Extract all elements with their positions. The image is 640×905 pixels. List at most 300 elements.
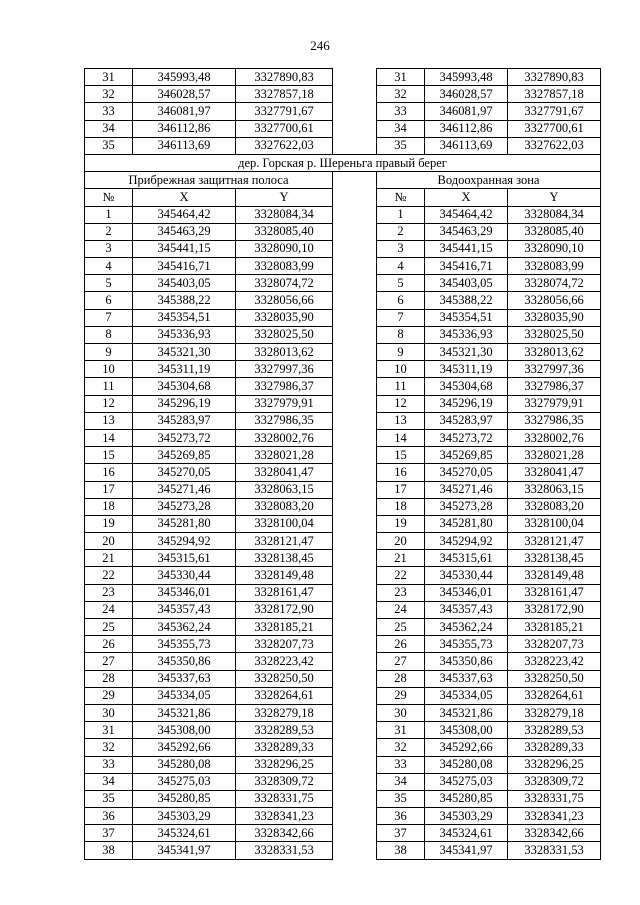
right-point-number: 33 <box>377 756 425 773</box>
left-num-header: № <box>85 189 133 206</box>
column-gap <box>333 636 377 653</box>
left-x-coordinate: 346081,97 <box>133 103 236 120</box>
left-point-number: 23 <box>85 584 133 601</box>
left-x-coordinate: 345334,05 <box>133 687 236 704</box>
left-x-coordinate: 345464,42 <box>133 206 236 223</box>
left-point-number: 11 <box>85 378 133 395</box>
right-x-coordinate: 345292,66 <box>425 739 508 756</box>
right-y-coordinate: 3327986,35 <box>508 412 601 429</box>
coordinate-rows <box>85 206 601 859</box>
right-x-coordinate: 345357,43 <box>425 601 508 618</box>
right-point-number: 31 <box>377 722 425 739</box>
table-row <box>85 790 601 807</box>
right-y-coordinate: 3327997,36 <box>508 361 601 378</box>
left-x-coordinate: 345355,73 <box>133 636 236 653</box>
right-x-coordinate: 346081,97 <box>425 103 508 120</box>
left-x-coordinate: 345346,01 <box>133 584 236 601</box>
right-y-coordinate: 3328085,40 <box>508 223 601 240</box>
right-point-number: 23 <box>377 584 425 601</box>
right-point-number: 29 <box>377 687 425 704</box>
left-x-coordinate: 345311,19 <box>133 361 236 378</box>
right-point-number: 38 <box>377 842 425 859</box>
right-x-coordinate: 346112,86 <box>425 120 508 137</box>
left-point-number: 8 <box>85 326 133 343</box>
left-point-number: 6 <box>85 292 133 309</box>
left-point-number: 7 <box>85 309 133 326</box>
right-y-coordinate: 3328021,28 <box>508 447 601 464</box>
right-y-coordinate: 3328083,99 <box>508 258 601 275</box>
right-y-coordinate: 3327979,91 <box>508 395 601 412</box>
right-x-coordinate: 346113,69 <box>425 137 508 154</box>
left-x-coordinate: 345324,61 <box>133 825 236 842</box>
left-point-number: 35 <box>85 790 133 807</box>
left-y-coordinate: 3328223,42 <box>236 653 333 670</box>
right-y-coordinate: 3328138,45 <box>508 550 601 567</box>
left-x-coordinate: 345362,24 <box>133 619 236 636</box>
table-row <box>85 464 601 481</box>
right-y-header: Y <box>508 189 601 206</box>
left-x-coordinate: 345275,03 <box>133 773 236 790</box>
right-y-coordinate: 3328264,61 <box>508 687 601 704</box>
column-gap <box>333 515 377 532</box>
table-row <box>85 292 601 309</box>
table-row <box>85 842 601 859</box>
column-gap <box>333 378 377 395</box>
column-gap <box>333 842 377 859</box>
right-y-coordinate: 3328172,90 <box>508 601 601 618</box>
left-y-coordinate: 3328264,61 <box>236 687 333 704</box>
right-x-coordinate: 345346,01 <box>425 584 508 601</box>
left-x-coordinate: 346112,86 <box>133 120 236 137</box>
column-gap <box>333 756 377 773</box>
right-point-number: 16 <box>377 464 425 481</box>
left-y-coordinate: 3328289,33 <box>236 739 333 756</box>
table-row <box>85 103 601 120</box>
left-x-coordinate: 345388,22 <box>133 292 236 309</box>
right-point-number: 35 <box>377 790 425 807</box>
right-point-number: 4 <box>377 258 425 275</box>
left-y-coordinate: 3328207,73 <box>236 636 333 653</box>
left-x-coordinate: 345270,05 <box>133 464 236 481</box>
column-gap <box>333 670 377 687</box>
right-y-coordinate: 3328013,62 <box>508 344 601 361</box>
column-gap <box>333 584 377 601</box>
right-point-number: 25 <box>377 619 425 636</box>
column-gap <box>333 790 377 807</box>
left-y-coordinate: 3328084,34 <box>236 206 333 223</box>
left-point-number: 14 <box>85 429 133 446</box>
left-y-coordinate: 3328083,99 <box>236 258 333 275</box>
right-x-coordinate: 345388,22 <box>425 292 508 309</box>
left-y-coordinate: 3328342,66 <box>236 825 333 842</box>
left-point-number: 15 <box>85 447 133 464</box>
left-x-coordinate: 345357,43 <box>133 601 236 618</box>
right-point-number: 34 <box>377 120 425 137</box>
left-x-coordinate: 346028,57 <box>133 86 236 103</box>
right-point-number: 18 <box>377 498 425 515</box>
right-x-coordinate: 345303,29 <box>425 808 508 825</box>
right-y-coordinate: 3327890,83 <box>508 69 601 86</box>
right-x-coordinate: 346028,57 <box>425 86 508 103</box>
right-point-number: 26 <box>377 636 425 653</box>
left-x-coordinate: 345441,15 <box>133 240 236 257</box>
left-x-coordinate: 345281,80 <box>133 515 236 532</box>
left-y-coordinate: 3328013,62 <box>236 344 333 361</box>
section-title-row <box>85 154 601 171</box>
table-row <box>85 447 601 464</box>
table-row <box>85 756 601 773</box>
right-point-number: 34 <box>377 773 425 790</box>
right-y-coordinate: 3328056,66 <box>508 292 601 309</box>
right-x-coordinate: 345275,03 <box>425 773 508 790</box>
right-x-coordinate: 345308,00 <box>425 722 508 739</box>
right-x-coordinate: 345341,97 <box>425 842 508 859</box>
left-y-coordinate: 3327857,18 <box>236 86 333 103</box>
right-y-coordinate: 3327791,67 <box>508 103 601 120</box>
right-point-number: 19 <box>377 515 425 532</box>
left-point-number: 31 <box>85 722 133 739</box>
left-x-coordinate: 345292,66 <box>133 739 236 756</box>
coordinates-table <box>84 68 601 860</box>
right-x-coordinate: 345321,30 <box>425 344 508 361</box>
right-point-number: 30 <box>377 704 425 721</box>
column-gap <box>333 258 377 275</box>
right-point-number: 17 <box>377 481 425 498</box>
table-row <box>85 687 601 704</box>
left-x-coordinate: 345271,46 <box>133 481 236 498</box>
left-point-number: 12 <box>85 395 133 412</box>
left-y-coordinate: 3328085,40 <box>236 223 333 240</box>
right-point-number: 28 <box>377 670 425 687</box>
right-zone-title: Водоохранная зона <box>377 172 601 189</box>
right-point-number: 9 <box>377 344 425 361</box>
left-zone-title: Прибрежная защитная полоса <box>85 172 333 189</box>
left-x-coordinate: 345321,86 <box>133 704 236 721</box>
table-row <box>85 601 601 618</box>
right-y-coordinate: 3328074,72 <box>508 275 601 292</box>
left-point-number: 35 <box>85 137 133 154</box>
left-y-coordinate: 3327700,61 <box>236 120 333 137</box>
left-point-number: 21 <box>85 550 133 567</box>
column-gap <box>333 429 377 446</box>
left-x-coordinate: 345308,00 <box>133 722 236 739</box>
table-row <box>85 137 601 154</box>
left-x-coordinate: 345341,97 <box>133 842 236 859</box>
right-y-coordinate: 3328331,53 <box>508 842 601 859</box>
column-gap <box>333 533 377 550</box>
right-point-number: 22 <box>377 567 425 584</box>
column-gap <box>333 808 377 825</box>
right-x-coordinate: 345330,44 <box>425 567 508 584</box>
left-y-coordinate: 3328083,20 <box>236 498 333 515</box>
column-gap <box>333 137 377 154</box>
table-row <box>85 773 601 790</box>
left-y-coordinate: 3328063,15 <box>236 481 333 498</box>
table-row <box>85 636 601 653</box>
page-number: 246 <box>310 38 330 53</box>
left-point-number: 5 <box>85 275 133 292</box>
table-row <box>85 429 601 446</box>
column-gap <box>333 739 377 756</box>
left-y-coordinate: 3328056,66 <box>236 292 333 309</box>
left-x-coordinate: 345336,93 <box>133 326 236 343</box>
left-y-coordinate: 3328074,72 <box>236 275 333 292</box>
left-y-coordinate: 3328025,50 <box>236 326 333 343</box>
left-y-coordinate: 3327986,37 <box>236 378 333 395</box>
left-y-coordinate: 3328309,72 <box>236 773 333 790</box>
column-gap <box>333 120 377 137</box>
right-y-coordinate: 3328342,66 <box>508 825 601 842</box>
column-gap <box>333 825 377 842</box>
column-gap <box>333 103 377 120</box>
column-gap <box>333 69 377 86</box>
column-gap <box>333 86 377 103</box>
column-gap <box>333 206 377 223</box>
right-point-number: 21 <box>377 550 425 567</box>
right-x-coordinate: 345403,05 <box>425 275 508 292</box>
left-x-header: X <box>133 189 236 206</box>
section-title: дер. Горская р. Шереньга правый берег <box>85 154 601 171</box>
table-row <box>85 619 601 636</box>
table-row <box>85 653 601 670</box>
left-x-coordinate: 345273,72 <box>133 429 236 446</box>
left-x-coordinate: 345294,92 <box>133 533 236 550</box>
left-point-number: 31 <box>85 69 133 86</box>
right-y-coordinate: 3328149,48 <box>508 567 601 584</box>
right-x-coordinate: 345362,24 <box>425 619 508 636</box>
right-point-number: 36 <box>377 808 425 825</box>
column-gap <box>333 498 377 515</box>
left-point-number: 32 <box>85 86 133 103</box>
table-row <box>85 378 601 395</box>
right-y-coordinate: 3327857,18 <box>508 86 601 103</box>
table-row <box>85 258 601 275</box>
column-gap <box>333 326 377 343</box>
column-gap <box>333 292 377 309</box>
right-point-number: 11 <box>377 378 425 395</box>
left-x-coordinate: 345296,19 <box>133 395 236 412</box>
column-gap <box>333 481 377 498</box>
left-y-coordinate: 3327890,83 <box>236 69 333 86</box>
right-y-coordinate: 3328289,53 <box>508 722 601 739</box>
left-point-number: 37 <box>85 825 133 842</box>
table-row <box>85 481 601 498</box>
right-y-coordinate: 3328035,90 <box>508 309 601 326</box>
right-point-number: 1 <box>377 206 425 223</box>
left-x-coordinate: 345269,85 <box>133 447 236 464</box>
right-x-coordinate: 345269,85 <box>425 447 508 464</box>
right-x-coordinate: 345273,28 <box>425 498 508 515</box>
right-x-coordinate: 345324,61 <box>425 825 508 842</box>
right-point-number: 35 <box>377 137 425 154</box>
left-y-coordinate: 3328296,25 <box>236 756 333 773</box>
left-point-number: 24 <box>85 601 133 618</box>
column-gap <box>333 223 377 240</box>
header-gap <box>333 189 377 206</box>
right-y-coordinate: 3327700,61 <box>508 120 601 137</box>
column-gap <box>333 464 377 481</box>
right-x-coordinate: 345464,42 <box>425 206 508 223</box>
right-x-coordinate: 345334,05 <box>425 687 508 704</box>
right-point-number: 15 <box>377 447 425 464</box>
right-y-coordinate: 3328025,50 <box>508 326 601 343</box>
table-row <box>85 361 601 378</box>
left-x-coordinate: 345993,48 <box>133 69 236 86</box>
left-y-coordinate: 3328041,47 <box>236 464 333 481</box>
right-x-header: X <box>425 189 508 206</box>
left-point-number: 38 <box>85 842 133 859</box>
right-y-coordinate: 3328250,50 <box>508 670 601 687</box>
left-point-number: 33 <box>85 103 133 120</box>
right-y-coordinate: 3328090,10 <box>508 240 601 257</box>
left-point-number: 34 <box>85 773 133 790</box>
table-row <box>85 670 601 687</box>
column-gap <box>333 567 377 584</box>
right-y-coordinate: 3328341,23 <box>508 808 601 825</box>
left-point-number: 16 <box>85 464 133 481</box>
right-x-coordinate: 345355,73 <box>425 636 508 653</box>
left-x-coordinate: 345403,05 <box>133 275 236 292</box>
left-x-coordinate: 345416,71 <box>133 258 236 275</box>
left-x-coordinate: 345354,51 <box>133 309 236 326</box>
right-point-number: 27 <box>377 653 425 670</box>
table-row <box>85 69 601 86</box>
zone-gap <box>333 172 377 189</box>
right-x-coordinate: 345280,08 <box>425 756 508 773</box>
right-x-coordinate: 345270,05 <box>425 464 508 481</box>
left-point-number: 2 <box>85 223 133 240</box>
right-point-number: 12 <box>377 395 425 412</box>
left-point-number: 22 <box>85 567 133 584</box>
left-point-number: 32 <box>85 739 133 756</box>
column-gap <box>333 722 377 739</box>
left-x-coordinate: 345463,29 <box>133 223 236 240</box>
right-x-coordinate: 345315,61 <box>425 550 508 567</box>
right-x-coordinate: 345271,46 <box>425 481 508 498</box>
left-y-coordinate: 3327622,03 <box>236 137 333 154</box>
left-point-number: 3 <box>85 240 133 257</box>
left-x-coordinate: 345304,68 <box>133 378 236 395</box>
left-point-number: 30 <box>85 704 133 721</box>
right-x-coordinate: 345350,86 <box>425 653 508 670</box>
right-point-number: 32 <box>377 739 425 756</box>
left-point-number: 13 <box>85 412 133 429</box>
right-y-coordinate: 3328041,47 <box>508 464 601 481</box>
column-gap <box>333 601 377 618</box>
table-row <box>85 86 601 103</box>
left-x-coordinate: 345280,08 <box>133 756 236 773</box>
right-point-number: 10 <box>377 361 425 378</box>
column-gap <box>333 653 377 670</box>
right-x-coordinate: 345993,48 <box>425 69 508 86</box>
right-x-coordinate: 345283,97 <box>425 412 508 429</box>
table-row <box>85 240 601 257</box>
right-y-coordinate: 3328121,47 <box>508 533 601 550</box>
column-gap <box>333 275 377 292</box>
left-point-number: 28 <box>85 670 133 687</box>
left-point-number: 4 <box>85 258 133 275</box>
right-x-coordinate: 345441,15 <box>425 240 508 257</box>
table-row <box>85 808 601 825</box>
right-x-coordinate: 345311,19 <box>425 361 508 378</box>
left-y-coordinate: 3328090,10 <box>236 240 333 257</box>
left-point-number: 36 <box>85 808 133 825</box>
table-row <box>85 344 601 361</box>
right-point-number: 37 <box>377 825 425 842</box>
right-y-coordinate: 3328296,25 <box>508 756 601 773</box>
right-point-number: 13 <box>377 412 425 429</box>
right-point-number: 2 <box>377 223 425 240</box>
left-x-coordinate: 345280,85 <box>133 790 236 807</box>
left-point-number: 33 <box>85 756 133 773</box>
left-point-number: 17 <box>85 481 133 498</box>
table-row <box>85 515 601 532</box>
left-x-coordinate: 345315,61 <box>133 550 236 567</box>
left-y-header: Y <box>236 189 333 206</box>
right-point-number: 32 <box>377 86 425 103</box>
right-y-coordinate: 3328279,18 <box>508 704 601 721</box>
table-row <box>85 550 601 567</box>
left-x-coordinate: 346113,69 <box>133 137 236 154</box>
column-gap <box>333 704 377 721</box>
left-y-coordinate: 3328279,18 <box>236 704 333 721</box>
right-point-number: 6 <box>377 292 425 309</box>
table-row <box>85 722 601 739</box>
column-gap <box>333 395 377 412</box>
left-point-number: 18 <box>85 498 133 515</box>
left-point-number: 10 <box>85 361 133 378</box>
left-point-number: 34 <box>85 120 133 137</box>
left-x-coordinate: 345273,28 <box>133 498 236 515</box>
right-y-coordinate: 3328084,34 <box>508 206 601 223</box>
right-x-coordinate: 345280,85 <box>425 790 508 807</box>
right-x-coordinate: 345354,51 <box>425 309 508 326</box>
left-point-number: 20 <box>85 533 133 550</box>
left-y-coordinate: 3328250,50 <box>236 670 333 687</box>
left-y-coordinate: 3328149,48 <box>236 567 333 584</box>
left-x-coordinate: 345330,44 <box>133 567 236 584</box>
right-x-coordinate: 345416,71 <box>425 258 508 275</box>
left-y-coordinate: 3328138,45 <box>236 550 333 567</box>
right-x-coordinate: 345304,68 <box>425 378 508 395</box>
left-x-coordinate: 345350,86 <box>133 653 236 670</box>
top-rows <box>85 69 601 155</box>
column-gap <box>333 361 377 378</box>
right-y-coordinate: 3328207,73 <box>508 636 601 653</box>
right-y-coordinate: 3328223,42 <box>508 653 601 670</box>
column-gap <box>333 773 377 790</box>
right-point-number: 24 <box>377 601 425 618</box>
right-x-coordinate: 345463,29 <box>425 223 508 240</box>
zone-titles-row <box>85 172 601 189</box>
table-row <box>85 223 601 240</box>
left-y-coordinate: 3328341,23 <box>236 808 333 825</box>
column-gap <box>333 447 377 464</box>
left-y-coordinate: 3328185,21 <box>236 619 333 636</box>
left-y-coordinate: 3328331,75 <box>236 790 333 807</box>
left-y-coordinate: 3327979,91 <box>236 395 333 412</box>
left-x-coordinate: 345303,29 <box>133 808 236 825</box>
table-row <box>85 584 601 601</box>
table-row <box>85 498 601 515</box>
right-point-number: 31 <box>377 69 425 86</box>
left-point-number: 9 <box>85 344 133 361</box>
table-row <box>85 704 601 721</box>
table-row <box>85 412 601 429</box>
left-y-coordinate: 3328331,53 <box>236 842 333 859</box>
right-y-coordinate: 3328309,72 <box>508 773 601 790</box>
right-y-coordinate: 3327622,03 <box>508 137 601 154</box>
